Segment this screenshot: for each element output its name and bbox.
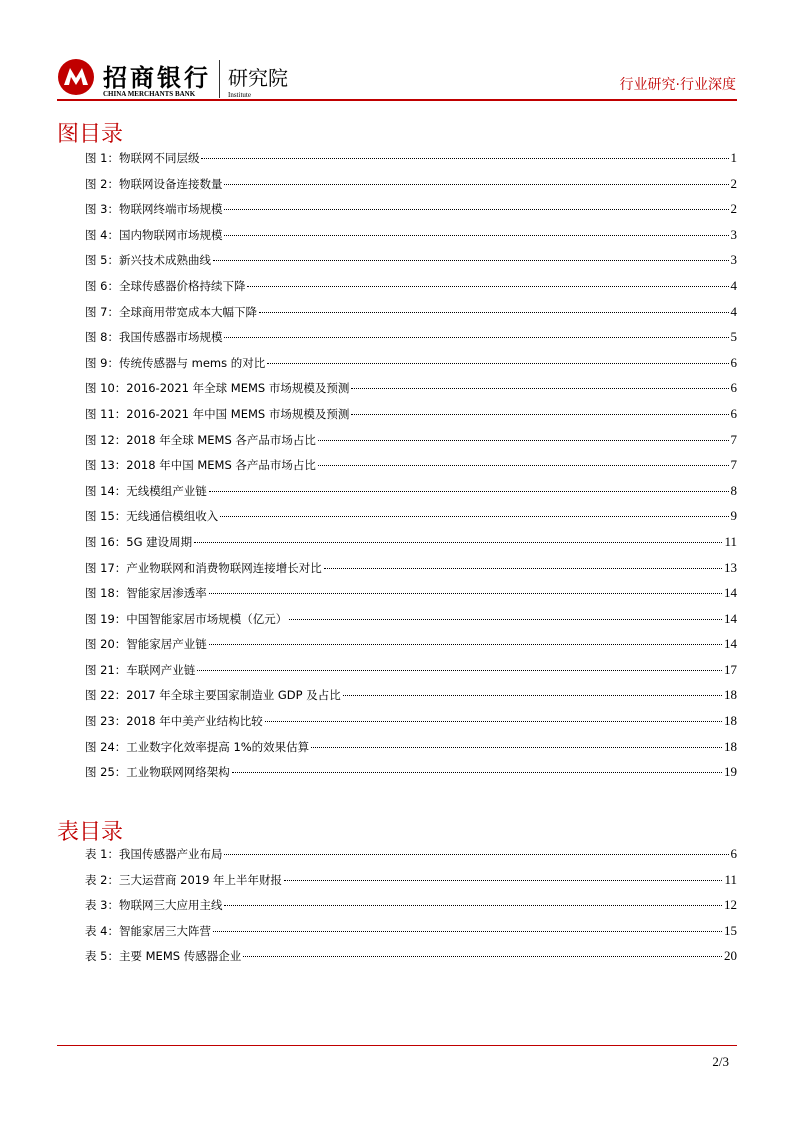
toc-entry[interactable]: [85, 897, 737, 923]
toc-entry[interactable]: [85, 278, 737, 304]
toc-entry[interactable]: [85, 406, 737, 432]
cmb-logo-icon: [57, 58, 95, 96]
leader-dots: [247, 286, 728, 287]
institute-name: 研究院: [228, 66, 288, 90]
toc-entry-label[interactable]: 图 17：产业物联网和消费物联网连接增长对比: [85, 560, 322, 575]
toc-entry[interactable]: [85, 432, 737, 458]
table-list-title: 表目录: [57, 820, 124, 845]
header-divider: [219, 60, 220, 98]
toc-entry-label[interactable]: 图 14：无线模组产业链: [85, 483, 207, 498]
toc-entry-page: 18: [724, 738, 737, 754]
toc-entry[interactable]: [85, 457, 737, 483]
toc-entry-label[interactable]: 表 1：我国传感器产业布局: [85, 847, 223, 861]
toc-entry-page: 15: [724, 922, 737, 938]
toc-entry-label[interactable]: 图 9：传统传感器与 mems 的对比: [85, 355, 266, 370]
toc-entry[interactable]: [85, 483, 737, 509]
leader-dots: [324, 568, 722, 569]
leader-dots: [224, 337, 728, 338]
leader-dots: [267, 363, 728, 364]
page-number: 2/3: [712, 1054, 729, 1069]
toc-entry[interactable]: [85, 923, 737, 949]
toc-entry[interactable]: [85, 687, 737, 713]
toc-entry-page: 8: [730, 482, 737, 498]
leader-dots: [351, 388, 728, 389]
toc-entry[interactable]: [85, 355, 737, 381]
leader-dots: [213, 931, 722, 932]
leader-dots: [318, 465, 729, 466]
leader-dots: [224, 184, 728, 185]
leader-dots: [311, 747, 722, 748]
toc-entry[interactable]: [85, 846, 737, 872]
figure-list: [85, 150, 737, 790]
brand-name: 招商银行: [103, 64, 211, 92]
toc-entry-page: 2: [730, 201, 737, 217]
toc-entry-label[interactable]: 表 3：物联网三大应用主线: [85, 898, 223, 913]
toc-entry-page: 5: [730, 329, 737, 345]
toc-entry[interactable]: [85, 872, 737, 898]
toc-entry-page: 17: [724, 661, 737, 677]
toc-entry[interactable]: [85, 764, 737, 790]
toc-entry-label[interactable]: 表 4：智能家居三大阵营: [85, 923, 211, 938]
toc-entry-label[interactable]: 图 1：物联网不同层级: [85, 151, 200, 165]
leader-dots: [343, 695, 722, 696]
toc-entry-label[interactable]: 图 15：无线通信模组收入: [85, 509, 219, 524]
toc-entry-page: 18: [724, 687, 737, 703]
toc-entry-label[interactable]: 图 11：2016-2021 年中国 MEMS 市场规模及预测: [85, 406, 350, 421]
toc-entry[interactable]: [85, 611, 737, 637]
toc-entry[interactable]: [85, 585, 737, 611]
leader-dots: [318, 440, 729, 441]
toc-entry-label[interactable]: 图 3：物联网终端市场规模: [85, 202, 223, 217]
toc-entry-page: 18: [724, 713, 737, 729]
toc-entry[interactable]: [85, 662, 737, 688]
leader-dots: [209, 491, 729, 492]
toc-entry-label[interactable]: 图 7：全球商用带宽成本大幅下降: [85, 304, 257, 319]
toc-entry-page: 3: [730, 226, 737, 242]
footer-rule: [57, 1045, 737, 1046]
leader-dots: [197, 670, 722, 671]
leader-dots: [209, 644, 722, 645]
toc-entry-page: 14: [724, 585, 737, 601]
toc-entry-page: 19: [724, 764, 737, 780]
toc-entry-label[interactable]: 图 4：国内物联网市场规模: [85, 227, 223, 242]
leader-dots: [284, 880, 722, 881]
leader-dots: [259, 312, 729, 313]
leader-dots: [224, 209, 728, 210]
toc-entry[interactable]: [85, 227, 737, 253]
toc-entry-label[interactable]: 图 25：工业物联网网络架构: [85, 765, 230, 780]
leader-dots: [224, 905, 722, 906]
toc-entry[interactable]: [85, 150, 737, 176]
leader-dots: [289, 619, 722, 620]
toc-entry-page: 7: [730, 431, 737, 447]
toc-entry-label[interactable]: 图 19：中国智能家居市场规模（亿元）: [85, 611, 288, 626]
toc-entry[interactable]: [85, 508, 737, 534]
toc-entry-label[interactable]: 图 24：工业数字化效率提高 1%的效果估算: [85, 739, 310, 754]
toc-entry-page: 3: [730, 252, 737, 268]
leader-dots: [265, 721, 722, 722]
toc-entry[interactable]: [85, 201, 737, 227]
toc-entry-label[interactable]: 图 22：2017 年全球主要国家制造业 GDP 及占比: [85, 688, 341, 703]
toc-entry-page: 1: [730, 150, 737, 165]
toc-entry-page: 4: [730, 277, 737, 293]
toc-entry-page: 12: [724, 897, 737, 913]
leader-dots: [201, 158, 728, 159]
institute-name-en: Institute: [228, 91, 251, 99]
toc-entry-label[interactable]: 图 5：新兴技术成熟曲线: [85, 253, 211, 268]
figure-list-title: 图目录: [57, 122, 124, 147]
toc-entry-label[interactable]: 图 8：我国传感器市场规模: [85, 330, 223, 345]
leader-dots: [232, 772, 722, 773]
brand-name-en: CHINA MERCHANTS BANK: [103, 90, 196, 98]
toc-entry[interactable]: [85, 560, 737, 586]
toc-entry-label[interactable]: 图 20：智能家居产业链: [85, 637, 207, 652]
leader-dots: [351, 414, 728, 415]
toc-entry-label[interactable]: 图 2：物联网设备连接数量: [85, 176, 223, 191]
toc-entry-label[interactable]: 表 2：三大运营商 2019 年上半年财报: [85, 872, 283, 887]
toc-entry-page: 20: [724, 948, 737, 964]
leader-dots: [224, 854, 728, 855]
toc-entry-page: 14: [724, 636, 737, 652]
toc-entry-page: 13: [724, 559, 737, 575]
toc-entry-label[interactable]: 图 23：2018 年中美产业结构比较: [85, 714, 263, 729]
toc-entry[interactable]: [85, 739, 737, 765]
toc-entry-label[interactable]: 图 21：车联网产业链: [85, 662, 196, 677]
toc-entry-page: 6: [730, 405, 737, 421]
leader-dots: [209, 593, 722, 594]
toc-entry[interactable]: [85, 713, 737, 739]
toc-entry-page: 7: [730, 457, 737, 473]
toc-entry-page: 14: [724, 610, 737, 626]
toc-entry-page: 6: [730, 354, 737, 370]
toc-entry-label[interactable]: 图 13：2018 年中国 MEMS 各产品市场占比: [85, 458, 316, 473]
toc-entry[interactable]: [85, 380, 737, 406]
toc-entry-page: 11: [724, 871, 737, 887]
toc-entry-label[interactable]: 图 18：智能家居渗透率: [85, 586, 207, 601]
toc-entry-page: 6: [730, 846, 737, 861]
toc-entry-page: 9: [730, 508, 737, 524]
toc-entry[interactable]: [85, 636, 737, 662]
toc-entry-label[interactable]: 图 16：5G 建设周期: [85, 534, 193, 549]
toc-entry-label[interactable]: 图 12：2018 年全球 MEMS 各产品市场占比: [85, 432, 316, 447]
toc-entry[interactable]: [85, 948, 737, 974]
toc-entry-page: 2: [730, 175, 737, 191]
leader-dots: [213, 260, 729, 261]
toc-entry[interactable]: [85, 534, 737, 560]
toc-entry-label[interactable]: 图 6：全球传感器价格持续下降: [85, 278, 246, 293]
leader-dots: [194, 542, 722, 543]
header-rule: [57, 99, 737, 101]
leader-dots: [220, 516, 728, 517]
toc-entry-label[interactable]: 表 5：主要 MEMS 传感器企业: [85, 949, 242, 964]
toc-entry-page: 11: [724, 533, 737, 549]
toc-entry[interactable]: [85, 329, 737, 355]
toc-entry[interactable]: [85, 304, 737, 330]
toc-entry[interactable]: [85, 176, 737, 202]
leader-dots: [224, 235, 728, 236]
table-list: [85, 846, 737, 974]
report-category: 行业研究·行业深度: [619, 77, 736, 93]
leader-dots: [243, 956, 722, 957]
toc-entry[interactable]: [85, 252, 737, 278]
toc-entry-label[interactable]: 图 10：2016-2021 年全球 MEMS 市场规模及预测: [85, 381, 350, 396]
toc-entry-page: 4: [730, 303, 737, 319]
toc-entry-page: 6: [730, 380, 737, 396]
